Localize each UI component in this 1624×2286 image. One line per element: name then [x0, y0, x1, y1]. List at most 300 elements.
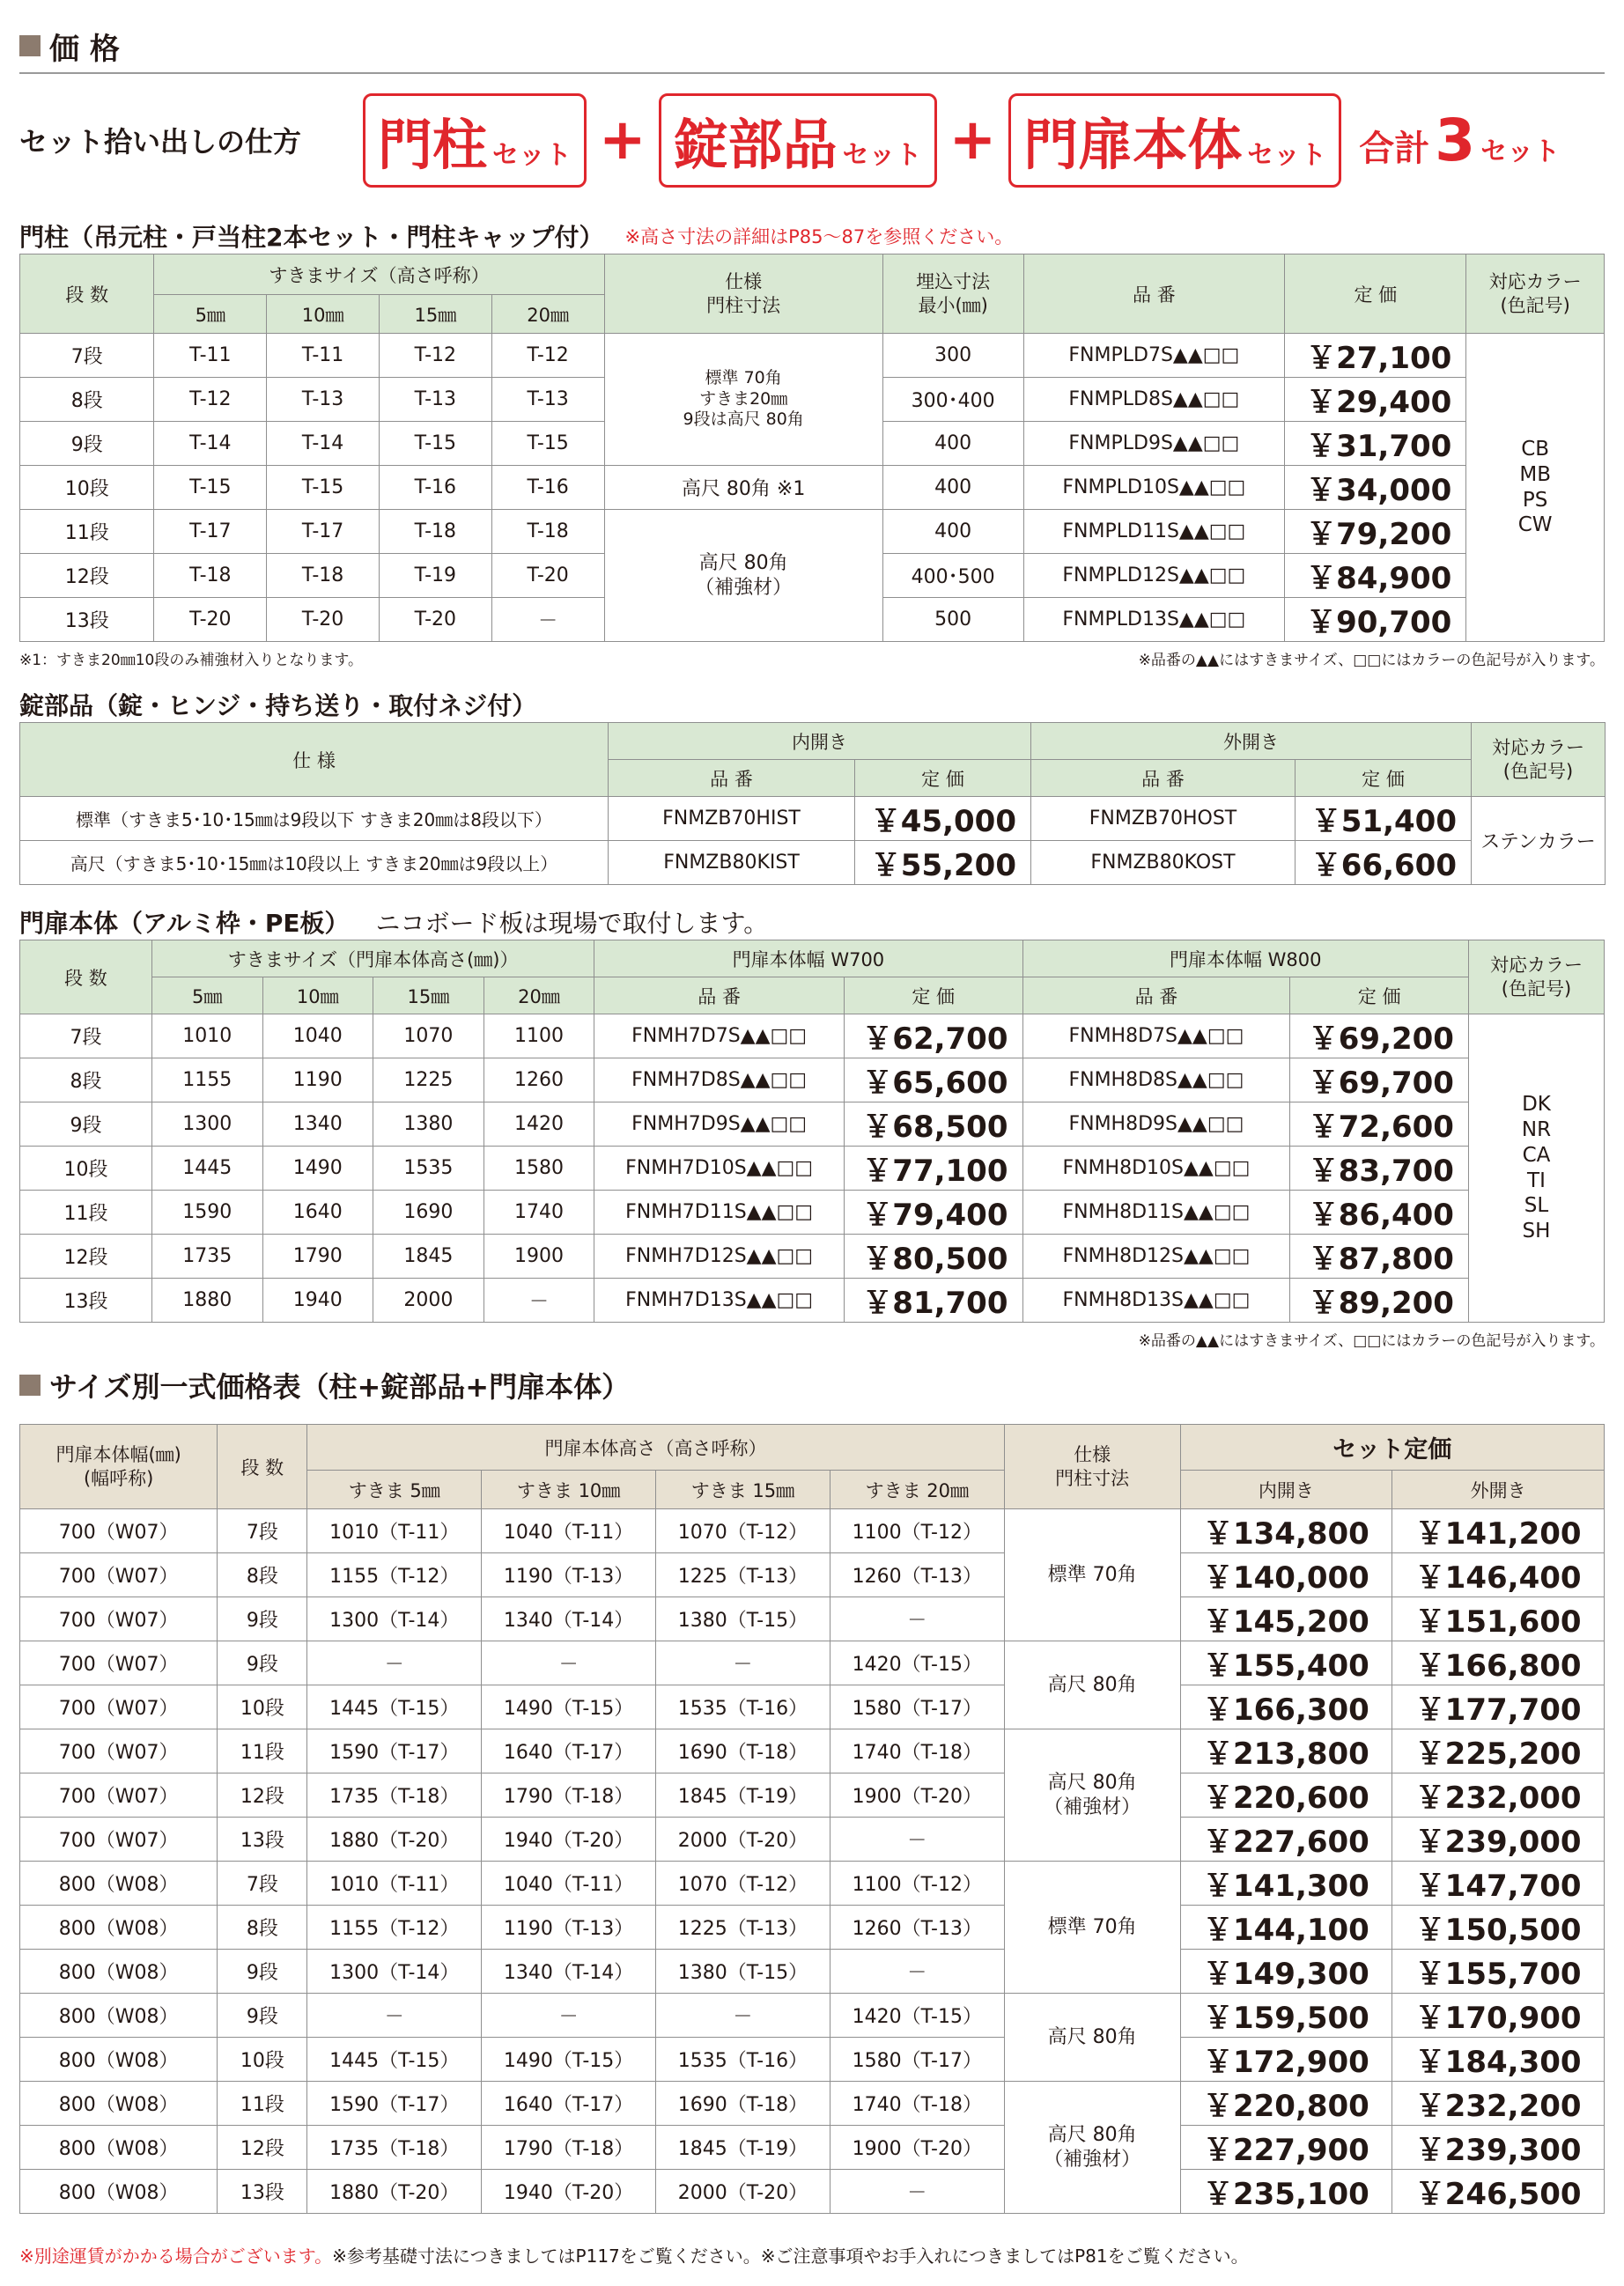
- sizes-section-title: [19, 1361, 1605, 1410]
- cell-gap: 1535（T-16）: [656, 2038, 830, 2082]
- cell-price: ￥55,200: [855, 841, 1031, 885]
- cell-gap: 1640（T-17）: [482, 2082, 656, 2126]
- cell-dan: 7段: [20, 334, 154, 378]
- cell-gap: T-18: [154, 554, 267, 598]
- cell-gap: 1740（T-18）: [830, 2082, 1004, 2126]
- cell-part: FNMPLD13S▲▲□□: [1023, 598, 1285, 642]
- col-price: 定 価: [1290, 977, 1469, 1014]
- cell-set-price: ￥220,800: [1180, 2082, 1392, 2126]
- cell-set-price: ￥170,900: [1392, 1994, 1605, 2038]
- set-box-suffix: セット: [842, 139, 922, 171]
- cell-price: ￥31,700: [1285, 422, 1466, 466]
- size-price-table: [19, 1424, 1605, 2214]
- cell-set-price: ￥146,400: [1392, 1553, 1605, 1597]
- cell-gap: 1380（T-15）: [656, 1597, 830, 1641]
- col-spec: 仕 様: [20, 723, 609, 797]
- table-row: [20, 1862, 1605, 1906]
- cell-dan: 8段: [20, 378, 154, 422]
- lock-title: 錠部品（錠・ヒンジ・持ち送り・取付ネジ付）: [19, 691, 537, 720]
- col-height: 門扉本体高さ（高さ呼称）: [307, 1425, 1004, 1471]
- cell-gap: T-12: [491, 334, 604, 378]
- cell-gap: 1740（T-18）: [830, 1729, 1004, 1773]
- col-gap-5: すきま 5㎜: [307, 1471, 482, 1509]
- cell-set-price: ￥155,400: [1180, 1641, 1392, 1685]
- cell-price: ￥79,200: [1285, 510, 1466, 554]
- cell-set-price: ￥246,500: [1392, 2170, 1605, 2214]
- cell-gap: －: [830, 1950, 1004, 1994]
- table-row: [20, 797, 1606, 841]
- cell-height: 1580: [484, 1147, 594, 1191]
- cell-gap: －: [830, 1597, 1004, 1641]
- col-gap-20: すきま 20㎜: [830, 1471, 1004, 1509]
- cell-width: 800（W08）: [20, 1862, 218, 1906]
- cell-dan: 12段: [218, 2126, 307, 2170]
- cell-gap: 1380（T-15）: [656, 1950, 830, 1994]
- cell-gap: 1580（T-17）: [830, 2038, 1004, 2082]
- cell-gap: T-14: [267, 422, 380, 466]
- col-outward: 外開き: [1031, 723, 1472, 760]
- table-row: [20, 1950, 1605, 1994]
- cell-set-price: ￥166,800: [1392, 1641, 1605, 1685]
- table-row: [20, 1147, 1605, 1191]
- cell-gap: 1420（T-15）: [830, 1994, 1004, 2038]
- table-row: [20, 2038, 1605, 2082]
- col-price: 定 価: [844, 977, 1022, 1014]
- col-gap-15: すきま 15㎜: [656, 1471, 830, 1509]
- gate-section-title: [19, 904, 1605, 940]
- cell-gap: 1590（T-17）: [307, 2082, 482, 2126]
- cell-width: 700（W07）: [20, 1509, 218, 1553]
- cell-gap: T-17: [154, 510, 267, 554]
- cell-height: 1100: [484, 1014, 594, 1058]
- footnote-left: ※1：すきま20㎜10段のみ補強材入りとなります。: [19, 652, 363, 669]
- set-howto: [19, 83, 1605, 197]
- cell-gap: 1790（T-18）: [482, 1773, 656, 1818]
- table-row: [20, 1553, 1605, 1597]
- cell-set-price: ￥184,300: [1392, 2038, 1605, 2082]
- cell-colors: CB MB PS CW: [1466, 334, 1605, 642]
- cell-dan: 7段: [218, 1509, 307, 1553]
- table-row: [20, 1773, 1605, 1818]
- col-gap-15: 15㎜: [373, 977, 484, 1014]
- cell-height: 2000: [373, 1279, 484, 1323]
- cell-dan: 11段: [218, 1729, 307, 1773]
- col-gap: すきまサイズ（高さ呼称）: [154, 254, 604, 295]
- col-dan: 段 数: [20, 940, 152, 1014]
- col-set-price: セット定価: [1180, 1425, 1604, 1471]
- cell-gap: 1040（T-11）: [482, 1862, 656, 1906]
- cell-part: FNMH8D12S▲▲□□: [1022, 1235, 1290, 1279]
- col-dan: 段 数: [218, 1425, 307, 1509]
- col-part: 品 番: [1031, 760, 1296, 797]
- cell-gap: 1845（T-19）: [656, 1773, 830, 1818]
- cell-price: ￥72,600: [1290, 1102, 1469, 1147]
- table-row: [20, 510, 1605, 554]
- table-row: [20, 1818, 1605, 1862]
- pillar-note: ※高さ寸法の詳細はP85～87を参照ください。: [624, 226, 1014, 247]
- cell-height: 1445: [151, 1147, 262, 1191]
- col-w800: 門扉本体幅 W800: [1022, 940, 1468, 977]
- cell-width: 800（W08）: [20, 2082, 218, 2126]
- cell-dan: 9段: [218, 1597, 307, 1641]
- col-gap-20: 20㎜: [491, 295, 604, 334]
- cell-dan: 11段: [218, 2082, 307, 2126]
- cell-gap: 1790（T-18）: [482, 2126, 656, 2170]
- cell-gap: T-19: [379, 554, 491, 598]
- cell-set-price: ￥141,200: [1392, 1509, 1605, 1553]
- cell-dan: 13段: [218, 2170, 307, 2214]
- cell-part: FNMPLD9S▲▲□□: [1023, 422, 1285, 466]
- cell-price: ￥27,100: [1285, 334, 1466, 378]
- col-part: 品 番: [1023, 254, 1285, 334]
- cell-part: FNMZB80KIST: [609, 841, 855, 885]
- col-part: 品 番: [594, 977, 845, 1014]
- cell-part: FNMH8D8S▲▲□□: [1022, 1058, 1290, 1102]
- cell-gap: T-16: [491, 466, 604, 510]
- gate-footnotes: [19, 1328, 1605, 1350]
- cell-gap: T-17: [267, 510, 380, 554]
- cell-price: ￥51,400: [1296, 797, 1472, 841]
- cell-gap: T-12: [154, 378, 267, 422]
- set-box-main: 錠部品: [673, 112, 838, 177]
- cell-part: FNMPLD10S▲▲□□: [1023, 466, 1285, 510]
- cell-width: 800（W08）: [20, 2170, 218, 2214]
- cell-height: 1535: [373, 1147, 484, 1191]
- cell-set-price: ￥141,300: [1180, 1862, 1392, 1906]
- col-price: 定 価: [1285, 254, 1466, 334]
- cell-gap: 1340（T-14）: [482, 1597, 656, 1641]
- cell-colors: DK NR CA TI SL SH: [1468, 1014, 1604, 1323]
- cell-gap: T-18: [379, 510, 491, 554]
- pillar-table: [19, 254, 1605, 642]
- cell-width: 700（W07）: [20, 1818, 218, 1862]
- cell-set-price: ￥220,600: [1180, 1773, 1392, 1818]
- cell-gap: T-13: [379, 378, 491, 422]
- cell-height: 1070: [373, 1014, 484, 1058]
- cell-gap: 1490（T-15）: [482, 1685, 656, 1729]
- cell-set-price: ￥239,300: [1392, 2126, 1605, 2170]
- cell-gap: T-15: [154, 466, 267, 510]
- cell-spec: 標準 70角: [1004, 1509, 1180, 1641]
- set-box-suffix: セット: [492, 139, 572, 171]
- cell-gap: 1260（T-13）: [830, 1553, 1004, 1597]
- cell-gap: －: [830, 2170, 1004, 2214]
- cell-set-price: ￥225,200: [1392, 1729, 1605, 1773]
- col-gap-15: 15㎜: [379, 295, 491, 334]
- cell-height: 1880: [151, 1279, 262, 1323]
- table-row: [20, 1279, 1605, 1323]
- gate-subtitle: ニコボード板は現場で取付します。: [375, 909, 769, 938]
- cell-colors: ステンカラー: [1472, 797, 1606, 885]
- cell-set-price: ￥227,900: [1180, 2126, 1392, 2170]
- cell-height: 1300: [151, 1102, 262, 1147]
- cell-spec: 標準（すきま5･10･15㎜は9段以下 すきま20㎜は8段以下）: [20, 797, 609, 841]
- col-price: 定 価: [855, 760, 1031, 797]
- col-dan: 段 数: [20, 254, 154, 334]
- cell-gap: －: [656, 1994, 830, 2038]
- col-spec: 仕様 門柱寸法: [1004, 1425, 1180, 1509]
- sizes-title: サイズ別一式価格表（柱+錠部品+門扉本体）: [49, 1370, 631, 1404]
- col-spec: 仕様 門柱寸法: [604, 254, 882, 334]
- cell-gap: T-15: [491, 422, 604, 466]
- cell-gap: －: [830, 1818, 1004, 1862]
- cell-price: ￥69,200: [1290, 1014, 1469, 1058]
- cell-height: 1940: [262, 1279, 373, 1323]
- gate-title: 門扉本体（アルミ枠・PE板）: [19, 909, 350, 938]
- cell-part: FNMH7D11S▲▲□□: [594, 1191, 845, 1235]
- table-row: [20, 334, 1605, 378]
- cell-width: 700（W07）: [20, 1553, 218, 1597]
- cell-gap: －: [307, 1994, 482, 2038]
- cell-width: 800（W08）: [20, 2038, 218, 2082]
- cell-height: 1735: [151, 1235, 262, 1279]
- cell-gap: T-14: [154, 422, 267, 466]
- footnote-right: ※品番の▲▲にはすきまサイズ、□□にはカラーの色記号が入ります。: [1138, 1332, 1605, 1350]
- cell-price: ￥69,700: [1290, 1058, 1469, 1102]
- col-gap: すきまサイズ（門扉本体高さ(㎜)）: [151, 940, 594, 977]
- cell-gap: －: [482, 1641, 656, 1685]
- cell-price: ￥90,700: [1285, 598, 1466, 642]
- bottom-note-rest: ※参考基礎寸法につきましてはP117をご覧ください。※ご注意事項やお手入れにつきましてはP81をご覧ください。: [332, 2245, 1249, 2267]
- cell-gap: T-11: [154, 334, 267, 378]
- set-box-main: 門扉本体: [1023, 112, 1243, 177]
- col-gap-10: すきま 10㎜: [482, 1471, 656, 1509]
- pillar-footnotes: [19, 647, 1605, 669]
- cell-height: 1790: [262, 1235, 373, 1279]
- col-color: 対応カラー (色記号): [1472, 723, 1606, 797]
- cell-gap: 1420（T-15）: [830, 1641, 1004, 1685]
- table-row: [20, 1641, 1605, 1685]
- cell-part: FNMH8D13S▲▲□□: [1022, 1279, 1290, 1323]
- col-inward: 内開き: [1180, 1471, 1392, 1509]
- set-box-suffix: セット: [1247, 139, 1327, 171]
- cell-width: 800（W08）: [20, 2126, 218, 2170]
- cell-part: FNMZB70HIST: [609, 797, 855, 841]
- cell-gap: 1880（T-20）: [307, 1818, 482, 1862]
- cell-part: FNMPLD11S▲▲□□: [1023, 510, 1285, 554]
- cell-height: 1490: [262, 1147, 373, 1191]
- table-row: [20, 1906, 1605, 1950]
- cell-gap: T-15: [267, 466, 380, 510]
- cell-height: 1155: [151, 1058, 262, 1102]
- cell-dan: 8段: [218, 1906, 307, 1950]
- cell-dan: 8段: [20, 1058, 152, 1102]
- lock-section-title: [19, 687, 1605, 722]
- cell-dan: 9段: [20, 1102, 152, 1147]
- cell-gap: T-18: [267, 554, 380, 598]
- cell-gap: 1690（T-18）: [656, 2082, 830, 2126]
- cell-price: ￥89,200: [1290, 1279, 1469, 1323]
- total-label: 合計: [1359, 128, 1430, 169]
- cell-price: ￥84,900: [1285, 554, 1466, 598]
- col-gap-5: 5㎜: [151, 977, 262, 1014]
- cell-set-price: ￥166,300: [1180, 1685, 1392, 1729]
- col-part: 品 番: [609, 760, 855, 797]
- cell-gap: T-16: [379, 466, 491, 510]
- col-gap-20: 20㎜: [484, 977, 594, 1014]
- cell-height: 1260: [484, 1058, 594, 1102]
- cell-dan: 10段: [20, 466, 154, 510]
- cell-gap: T-13: [267, 378, 380, 422]
- cell-height: 1740: [484, 1191, 594, 1235]
- cell-dan: 8段: [218, 1553, 307, 1597]
- cell-part: FNMH7D9S▲▲□□: [594, 1102, 845, 1147]
- cell-gap: 1445（T-15）: [307, 1685, 482, 1729]
- cell-gap: 1580（T-17）: [830, 1685, 1004, 1729]
- col-w700: 門扉本体幅 W700: [594, 940, 1022, 977]
- cell-gap: T-20: [491, 554, 604, 598]
- cell-spec: 高尺 80角 （補強材）: [1004, 1729, 1180, 1862]
- set-box-lock: [659, 93, 937, 188]
- table-row: [20, 2082, 1605, 2126]
- cell-spec: 高尺 80角 ※1: [604, 466, 882, 510]
- cell-gap: 1590（T-17）: [307, 1729, 482, 1773]
- cell-dan: 9段: [218, 1994, 307, 2038]
- col-gap-10: 10㎜: [267, 295, 380, 334]
- cell-part: FNMH7D12S▲▲□□: [594, 1235, 845, 1279]
- cell-gap: T-11: [267, 334, 380, 378]
- cell-part: FNMPLD7S▲▲□□: [1023, 334, 1285, 378]
- cell-height: 1010: [151, 1014, 262, 1058]
- page-title: 価 格: [49, 31, 120, 67]
- cell-height: －: [484, 1279, 594, 1323]
- cell-gap: 1445（T-15）: [307, 2038, 482, 2082]
- cell-price: ￥81,700: [844, 1279, 1022, 1323]
- cell-height: 1040: [262, 1014, 373, 1058]
- cell-gap: 1225（T-13）: [656, 1553, 830, 1597]
- table-row: [20, 1102, 1605, 1147]
- cell-gap: －: [482, 1994, 656, 2038]
- cell-price: ￥68,500: [844, 1102, 1022, 1147]
- gate-table: [19, 940, 1605, 1323]
- pillar-title: 門柱（吊元柱・戸当柱2本セット・門柱キャップ付）: [19, 223, 604, 252]
- cell-width: 800（W08）: [20, 1994, 218, 2038]
- cell-spec: 高尺 80角 （補強材）: [604, 510, 882, 642]
- cell-set-price: ￥144,100: [1180, 1906, 1392, 1950]
- plus-sign: +: [949, 107, 997, 173]
- cell-width: 700（W07）: [20, 1597, 218, 1641]
- cell-gap: 1100（T-12）: [830, 1509, 1004, 1553]
- cell-set-price: ￥149,300: [1180, 1950, 1392, 1994]
- cell-set-price: ￥140,000: [1180, 1553, 1392, 1597]
- footnote-right: ※品番の▲▲にはすきまサイズ、□□にはカラーの色記号が入ります。: [1138, 652, 1605, 669]
- cell-price: ￥65,600: [844, 1058, 1022, 1102]
- col-price: 定 価: [1296, 760, 1472, 797]
- cell-height: 1640: [262, 1191, 373, 1235]
- cell-part: FNMH7D8S▲▲□□: [594, 1058, 845, 1102]
- table-row: [20, 2126, 1605, 2170]
- cell-set-price: ￥159,500: [1180, 1994, 1392, 2038]
- cell-height: 1225: [373, 1058, 484, 1102]
- cell-gap: 1490（T-15）: [482, 2038, 656, 2082]
- cell-spec: 高尺 80角: [1004, 1994, 1180, 2082]
- cell-embed: 300･400: [882, 378, 1023, 422]
- table-row: [20, 1509, 1605, 1553]
- cell-width: 800（W08）: [20, 1906, 218, 1950]
- cell-spec: 高尺 80角 （補強材）: [1004, 2082, 1180, 2214]
- cell-gap: 1690（T-18）: [656, 1729, 830, 1773]
- cell-height: 1380: [373, 1102, 484, 1147]
- cell-dan: 11段: [20, 510, 154, 554]
- cell-dan: 13段: [20, 598, 154, 642]
- cell-gap: 1735（T-18）: [307, 2126, 482, 2170]
- cell-gap: 1040（T-11）: [482, 1509, 656, 1553]
- cell-set-price: ￥177,700: [1392, 1685, 1605, 1729]
- cell-gap: 1155（T-12）: [307, 1553, 482, 1597]
- cell-set-price: ￥155,700: [1392, 1950, 1605, 1994]
- cell-width: 700（W07）: [20, 1641, 218, 1685]
- cell-dan: 12段: [20, 554, 154, 598]
- howto-label: セット拾い出しの仕方: [19, 125, 302, 159]
- col-part: 品 番: [1022, 977, 1290, 1014]
- cell-part: FNMH8D11S▲▲□□: [1022, 1191, 1290, 1235]
- cell-embed: 400: [882, 422, 1023, 466]
- set-box-main: 門柱: [378, 112, 488, 177]
- table-row: [20, 466, 1605, 510]
- cell-gap: 1900（T-20）: [830, 2126, 1004, 2170]
- cell-dan: 13段: [218, 1818, 307, 1862]
- bottom-notes: [19, 2242, 1249, 2268]
- cell-gap: 1010（T-11）: [307, 1862, 482, 1906]
- cell-gap: 1940（T-20）: [482, 2170, 656, 2214]
- cell-gap: 1640（T-17）: [482, 1729, 656, 1773]
- cell-height: 1690: [373, 1191, 484, 1235]
- cell-embed: 500: [882, 598, 1023, 642]
- cell-gap: T-20: [154, 598, 267, 642]
- table-row: [20, 1235, 1605, 1279]
- cell-width: 700（W07）: [20, 1729, 218, 1773]
- col-inward: 内開き: [609, 723, 1031, 760]
- section-square-icon: [19, 1375, 41, 1396]
- cell-price: ￥34,000: [1285, 466, 1466, 510]
- cell-gap: T-18: [491, 510, 604, 554]
- cell-part: FNMH8D7S▲▲□□: [1022, 1014, 1290, 1058]
- cell-set-price: ￥235,100: [1180, 2170, 1392, 2214]
- cell-dan: 10段: [218, 1685, 307, 1729]
- cell-price: ￥79,400: [844, 1191, 1022, 1235]
- table-row: [20, 1685, 1605, 1729]
- cell-dan: 9段: [218, 1641, 307, 1685]
- cell-set-price: ￥232,200: [1392, 2082, 1605, 2126]
- cell-price: ￥62,700: [844, 1014, 1022, 1058]
- table-row: [20, 841, 1606, 885]
- cell-part: FNMH7D13S▲▲□□: [594, 1279, 845, 1323]
- cell-gap: T-12: [379, 334, 491, 378]
- cell-gap: T-20: [267, 598, 380, 642]
- cell-spec: 高尺（すきま5･10･15㎜は10段以上 すきま20㎜は9段以上）: [20, 841, 609, 885]
- table-row: [20, 1597, 1605, 1641]
- cell-gap: 1190（T-13）: [482, 1906, 656, 1950]
- cell-embed: 300: [882, 334, 1023, 378]
- cell-set-price: ￥147,700: [1392, 1862, 1605, 1906]
- cell-set-price: ￥172,900: [1180, 2038, 1392, 2082]
- cell-gap: 1100（T-12）: [830, 1862, 1004, 1906]
- cell-set-price: ￥232,000: [1392, 1773, 1605, 1818]
- cell-gap: －: [656, 1641, 830, 1685]
- cell-gap: －: [307, 1641, 482, 1685]
- cell-gap: 1190（T-13）: [482, 1553, 656, 1597]
- cell-embed: 400･500: [882, 554, 1023, 598]
- cell-dan: 12段: [20, 1235, 152, 1279]
- cell-height: 1340: [262, 1102, 373, 1147]
- cell-gap: 2000（T-20）: [656, 2170, 830, 2214]
- set-box-pillar: [363, 93, 587, 188]
- cell-height: 1420: [484, 1102, 594, 1147]
- cell-gap: 1300（T-14）: [307, 1597, 482, 1641]
- cell-part: FNMZB70HOST: [1031, 797, 1296, 841]
- cell-part: FNMH8D10S▲▲□□: [1022, 1147, 1290, 1191]
- cell-price: ￥77,100: [844, 1147, 1022, 1191]
